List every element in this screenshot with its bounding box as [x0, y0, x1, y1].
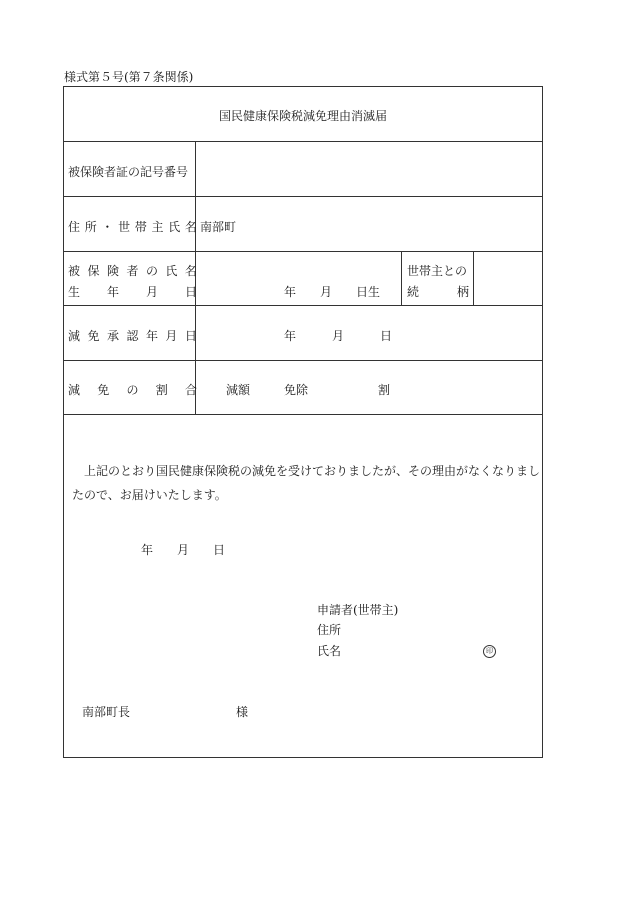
- addressee: 南部町長: [82, 705, 131, 719]
- column-divider: [401, 251, 402, 305]
- reduction-option[interactable]: 減額: [226, 383, 251, 397]
- divider: [64, 360, 542, 361]
- seal-icon: 印: [483, 642, 496, 658]
- applicant-address-label: 住所: [317, 623, 342, 637]
- honorific: 様: [236, 705, 249, 719]
- insured-name-label: 被 保 険 者 の 氏 名: [68, 264, 197, 278]
- relation-label: 世帯主との: [407, 264, 468, 278]
- relation-field[interactable]: [477, 255, 539, 301]
- column-divider: [473, 251, 474, 305]
- ratio-unit: 割: [378, 383, 391, 397]
- card-number-field[interactable]: [199, 155, 537, 189]
- exemption-option[interactable]: 免除: [284, 383, 309, 397]
- approval-date-units[interactable]: 年 月 日: [284, 329, 393, 343]
- card-number-label: 被保険者証の記号番号: [68, 165, 189, 179]
- form-title: 国民健康保険税減免理由消滅届: [218, 109, 387, 123]
- statement-text: 上記のとおり国民健康保険税の減免を受けておりましたが、その理由がなくなりましたので、お届けいたします。: [72, 464, 541, 502]
- address-label: 住 所 ・ 世 帯 主 氏 名: [68, 220, 197, 234]
- relation-label-2: 続 柄: [407, 285, 469, 299]
- applicant-name-label: 氏名: [317, 644, 342, 658]
- address-value[interactable]: 南部町: [200, 220, 237, 234]
- birth-date-label: 生 年 月 日: [68, 285, 197, 299]
- divider: [64, 141, 542, 142]
- divider: [64, 196, 542, 197]
- birth-date-units[interactable]: 年 月 日生: [284, 285, 381, 299]
- applicant-heading: 申請者(世帯主): [317, 603, 399, 617]
- notification-form: [63, 86, 543, 758]
- reduction-ratio-label: 減 免 の 割 合: [68, 383, 197, 397]
- approval-date-label: 減 免 承 認 年 月 日: [68, 329, 197, 343]
- submission-date[interactable]: 年 月 日: [141, 543, 226, 557]
- divider: [64, 251, 542, 252]
- form-number-label: 様式第５号(第７条関係): [64, 70, 194, 84]
- divider: [64, 305, 542, 306]
- divider: [64, 414, 542, 415]
